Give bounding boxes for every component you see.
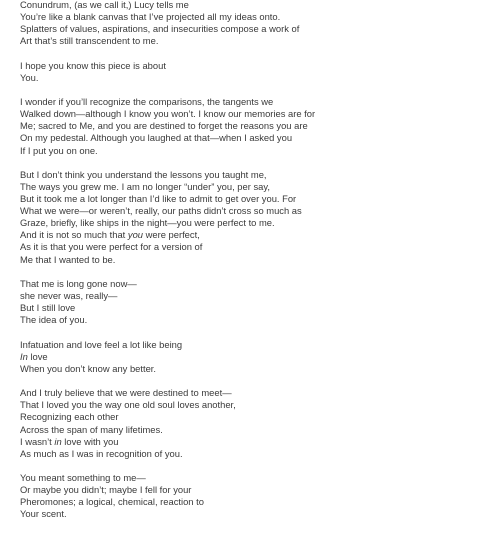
line-text: Your scent. bbox=[20, 508, 67, 520]
line-text: And I truly believe that we were destined to meet— bbox=[20, 387, 232, 399]
poem-line bbox=[20, 181, 490, 193]
poem-line bbox=[20, 424, 490, 436]
stanza bbox=[20, 169, 490, 266]
line-text: But I don’t think you understand the lessons you taught me, bbox=[20, 168, 267, 180]
poem-line bbox=[20, 496, 490, 508]
stanza bbox=[20, 0, 490, 47]
poem-line bbox=[20, 11, 490, 23]
line-text: I hope you know this piece is about bbox=[20, 59, 166, 71]
line-text: But I still love bbox=[20, 302, 76, 314]
stanza bbox=[20, 387, 490, 460]
line-text: I wonder if you’ll recognize the comparisons, the tangents we bbox=[20, 96, 274, 108]
line-text: Me that I wanted to be. bbox=[20, 253, 116, 265]
poem-line bbox=[20, 108, 490, 120]
line-text: As much as I was in recognition of you. bbox=[20, 447, 183, 459]
line-text: love with you bbox=[61, 435, 119, 447]
poem-line bbox=[20, 169, 490, 181]
italic-text: In bbox=[20, 350, 28, 362]
poem-line bbox=[20, 314, 490, 326]
poem-line bbox=[20, 436, 490, 448]
poem-line bbox=[20, 278, 490, 290]
poem-line bbox=[20, 193, 490, 205]
poem-line bbox=[20, 254, 490, 266]
line-text: But it took me a lot longer than I’d like to admit to get over you. For bbox=[20, 193, 297, 205]
poem-line bbox=[20, 484, 490, 496]
stanza bbox=[20, 278, 490, 326]
line-text: Conundrum, (as we call it,) Lucy tells me bbox=[20, 0, 189, 10]
stanza bbox=[20, 339, 490, 375]
poem-line bbox=[20, 72, 490, 84]
poem-line bbox=[20, 351, 490, 363]
line-text: You meant something to me— bbox=[20, 472, 146, 484]
line-text: When you don’t know any better. bbox=[20, 362, 157, 374]
line-text: Or maybe you didn’t; maybe I fell for your bbox=[20, 484, 192, 496]
poem-line bbox=[20, 448, 490, 460]
line-text: As it is that you were perfect for a version of bbox=[20, 241, 203, 253]
line-text: Infatuation and love feel a lot like being bbox=[20, 338, 183, 350]
line-text: What we were—or weren’t, really, our paths didn’t cross so much as bbox=[20, 205, 302, 217]
line-text: Pheromones; a logical, chemical, reaction to bbox=[20, 496, 204, 508]
poem-line bbox=[20, 363, 490, 375]
poem-line bbox=[20, 339, 490, 351]
line-text: Me; sacred to Me, and you are destined to forget the reasons you are bbox=[20, 120, 308, 132]
line-text: You. bbox=[20, 71, 39, 83]
poem-text bbox=[20, 0, 490, 533]
line-text: That I loved you the way one old soul loves another, bbox=[20, 399, 236, 411]
poem-line bbox=[20, 0, 490, 11]
line-text: love bbox=[27, 350, 48, 362]
poem-line bbox=[20, 387, 490, 399]
poem-line bbox=[20, 60, 490, 72]
poem-line bbox=[20, 241, 490, 253]
line-text: That me is long gone now— bbox=[20, 277, 137, 289]
line-text: Walked down—although I know you won’t. I know our memories are for bbox=[20, 108, 316, 120]
line-text: If I put you on one. bbox=[20, 144, 98, 156]
line-text: I wasn’t bbox=[20, 435, 55, 447]
stanza bbox=[20, 60, 490, 84]
poem-line bbox=[20, 508, 490, 520]
poem-line bbox=[20, 399, 490, 411]
poem-line bbox=[20, 132, 490, 144]
poem-line bbox=[20, 35, 490, 47]
poem-line bbox=[20, 23, 490, 35]
poem-line bbox=[20, 229, 490, 241]
line-text: The ways you grew me. I am no longer “under” you, per say, bbox=[20, 181, 270, 193]
poem-line bbox=[20, 96, 490, 108]
poem-line bbox=[20, 411, 490, 423]
line-text: The idea of you. bbox=[20, 314, 88, 326]
poem-line bbox=[20, 290, 490, 302]
poem-line bbox=[20, 302, 490, 314]
poem-line bbox=[20, 205, 490, 217]
poem-line bbox=[20, 120, 490, 132]
line-text: were perfect, bbox=[143, 229, 200, 241]
stanza bbox=[20, 96, 490, 156]
poem-line bbox=[20, 472, 490, 484]
poem-line bbox=[20, 145, 490, 157]
line-text: Graze, briefly, like ships in the night—you were perfect to me. bbox=[20, 217, 275, 229]
line-text: On my pedestal. Although you laughed at that—when I asked you bbox=[20, 132, 293, 144]
line-text: You’re like a blank canvas that I’ve projected all my ideas onto. bbox=[20, 11, 281, 23]
poem-line bbox=[20, 217, 490, 229]
line-text: Art that’s still transcendent to me. bbox=[20, 35, 159, 47]
line-text: Recognizing each other bbox=[20, 411, 119, 423]
line-text: she never was, really— bbox=[20, 290, 118, 302]
line-text: Splatters of values, aspirations, and insecurities compose a work of bbox=[20, 23, 300, 35]
stanza bbox=[20, 472, 490, 520]
italic-text: in bbox=[54, 435, 62, 447]
line-text: Across the span of many lifetimes. bbox=[20, 423, 163, 435]
line-text: And it is not so much that bbox=[20, 229, 128, 241]
italic-text: you bbox=[127, 229, 143, 241]
